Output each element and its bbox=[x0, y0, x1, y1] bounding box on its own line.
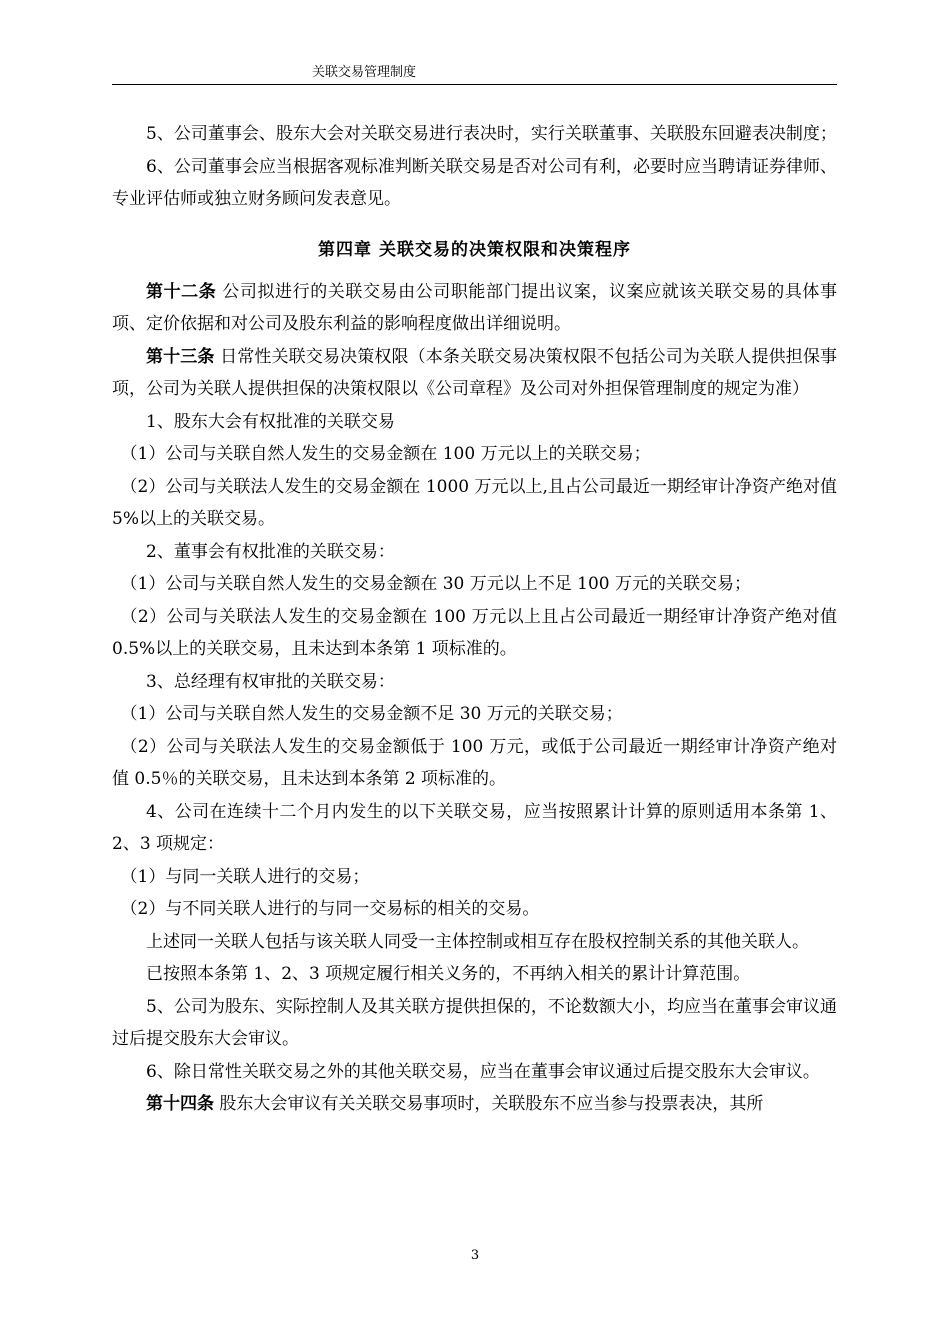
header-divider bbox=[112, 84, 837, 85]
item-2: 2、董事会有权批准的关联交易： bbox=[146, 541, 395, 562]
article-14-label: 第十四条 bbox=[146, 1094, 214, 1114]
item-3-2: （2）公司与关联法人发生的交易金额低于 100 万元，或低于公司最近一期经审计净资产绝对值 0.5％的关联交易，且未达到本条第 2 项标准的。 bbox=[112, 736, 837, 789]
item-4-2: （2）与不同关联人进行的与同一交易标的相关的交易。 bbox=[120, 899, 540, 919]
chapter-heading: 第四章 关联交易的决策权限和决策程序 bbox=[318, 239, 631, 260]
item-1-2: （2）公司与关联法人发生的交易金额在 1000 万元以上,且占公司最近一期经审计净资产绝对值 5%以上的关联交易。 bbox=[112, 476, 837, 529]
item-3: 3、总经理有权审批的关联交易： bbox=[146, 671, 395, 692]
paragraph-5: 5、公司董事会、股东大会对关联交易进行表决时，实行关联董事、关联股东回避表决制度； bbox=[146, 124, 837, 144]
article-14 bbox=[112, 1088, 837, 1121]
article-12-label: 第十二条 bbox=[146, 281, 217, 302]
article-12 bbox=[112, 276, 837, 341]
item-5: 5、公司为股东、实际控制人及其关联方提供担保的，不论数额大小，均应当在董事会审议通过后提交股东大会审议。 bbox=[112, 996, 837, 1049]
item-2-1: （1）公司与关联自然人发生的交易金额在 30 万元以上不足 100 万元的关联交易； bbox=[120, 574, 752, 594]
article-13-label: 第十三条 bbox=[146, 346, 215, 367]
item-4-note-2: 已按照本条第 1、2、3 项规定履行相关义务的，不再纳入相关的累计计算范围。 bbox=[146, 964, 751, 984]
item-4-note: 上述同一关联人包括与该关联人同受一主体控制或相互存在股权控制关系的其他关联人。 bbox=[146, 931, 809, 952]
article-12-text: 公司拟进行的关联交易由公司职能部门提出议案，议案应就该关联交易的具体事项、定价依据和对公司及股东利益的影响程度做出详细说明。 bbox=[112, 281, 838, 334]
item-1: 1、股东大会有权批准的关联交易 bbox=[146, 411, 395, 432]
item-4: 4、公司在连续十二个月内发生的以下关联交易，应当按照累计计算的原则适用本条第 1、2、3 项规定： bbox=[112, 801, 837, 854]
document-body bbox=[112, 118, 837, 1121]
item-6: 6、除日常性关联交易之外的其他关联交易，应当在董事会审议通过后提交股东大会审议。 bbox=[146, 1061, 820, 1082]
item-1-1: （1）公司与关联自然人发生的交易金额在 100 万元以上的关联交易； bbox=[120, 444, 651, 464]
item-3-1: （1）公司与关联自然人发生的交易金额不足 30 万元的关联交易； bbox=[120, 704, 623, 724]
item-2-2: （2）公司与关联法人发生的交易金额在 100 万元以上且占公司最近一期经审计净资产绝对值 0.5%以上的关联交易，且未达到本条第 1 项标准的。 bbox=[112, 606, 837, 659]
item-4-1: （1）与同一关联人进行的交易； bbox=[120, 866, 370, 887]
article-13-text: 日常性关联交易决策权限（本条关联交易决策权限不包括公司为关联人提供担保事项，公司为关联人提供担保的决策权限以《公司章程》及公司对外担保管理制度的规定为准） bbox=[112, 346, 837, 399]
article-14-text: 股东大会审议有关关联交易事项时，关联股东不应当参与投票表决，其所 bbox=[214, 1094, 764, 1114]
paragraph-6: 6、公司董事会应当根据客观标准判断关联交易是否对公司有利，必要时应当聘请证券律师、专业评估师或独立财务顾问发表意见。 bbox=[112, 156, 837, 209]
article-13 bbox=[112, 341, 837, 406]
running-header: 关联交易管理制度 bbox=[312, 65, 417, 80]
page-number: 3 bbox=[470, 1248, 480, 1263]
